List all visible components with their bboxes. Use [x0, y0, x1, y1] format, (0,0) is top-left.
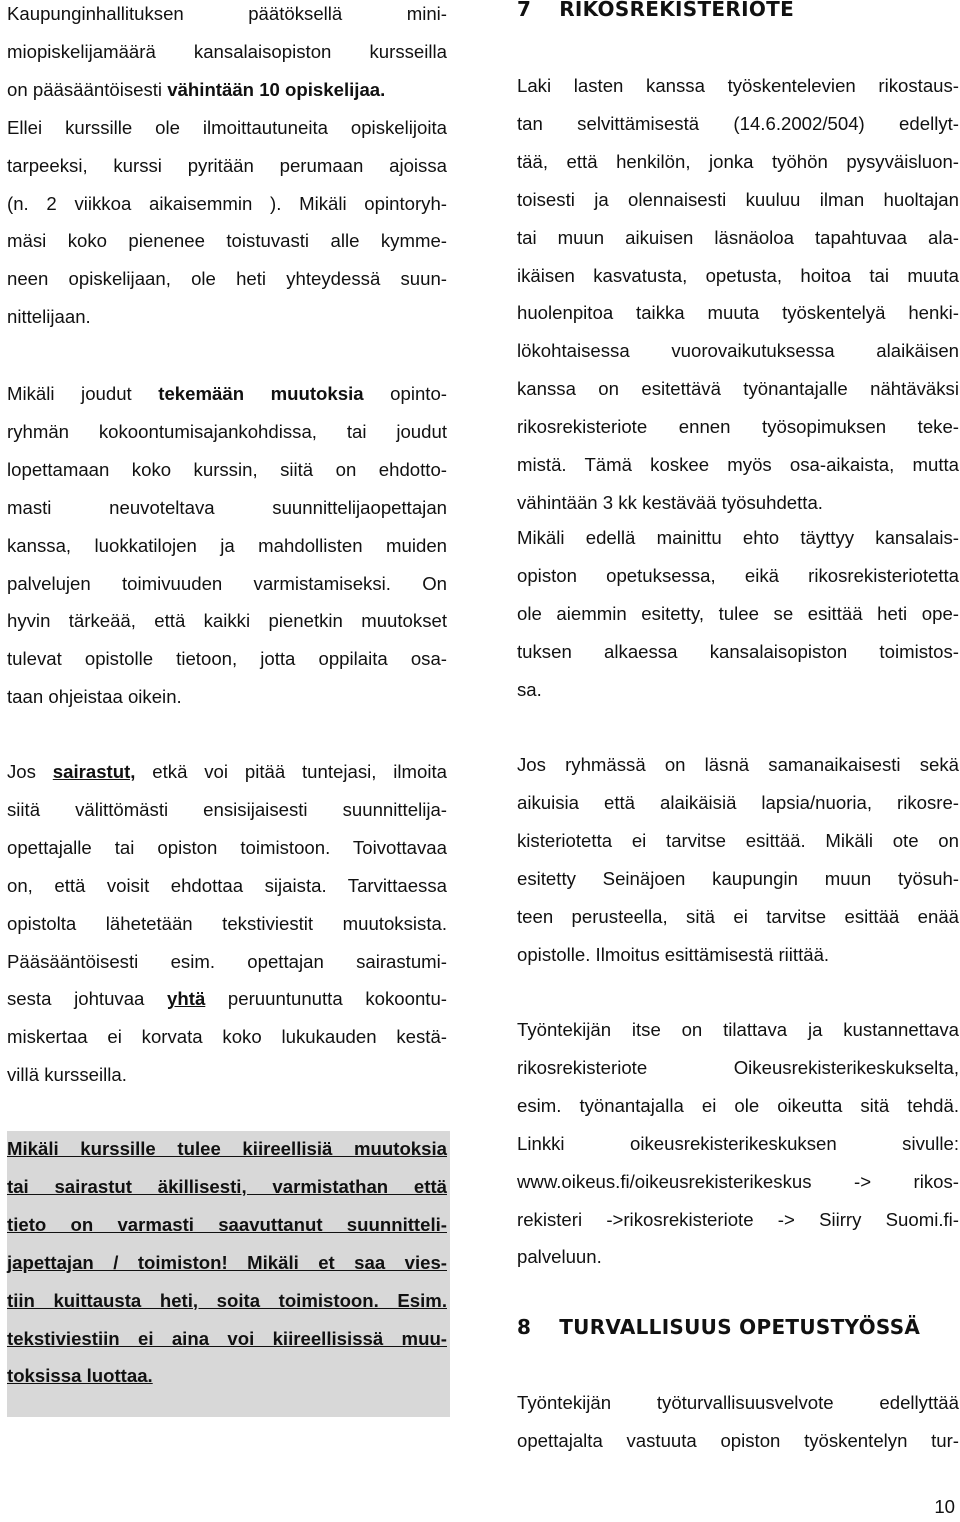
text-line: Kaupunginhallituksen päätöksellä mini- — [7, 3, 447, 24]
text-line: taan ohjeistaa oikein. — [7, 686, 182, 708]
text-line: opettajalle tai opiston toimistoon. Toivottavaa — [7, 836, 447, 858]
text-line: rikosrekisteriote ennen työsopimuksen teke- — [517, 416, 959, 438]
text-line: sa. — [517, 678, 542, 700]
text-line: rekisteri ->rikosrekisteriote -> Siirry Suomi.fi- — [517, 1208, 959, 1230]
text-line: hyvin tärkeää, että kaikki pienetkin muutokset — [7, 610, 447, 632]
text-line: tan selvittämisestä (14.6.2002/504) edellyt- — [517, 112, 959, 134]
paragraph-criminal-record-law — [517, 67, 959, 522]
text-line: Työntekijän työturvallisuusvelvote edellyttää — [517, 1392, 959, 1413]
text-line: lökohtaisessa vuorovaikutuksessa alaikäisen — [517, 340, 959, 362]
text-line: tulevat opistolle tietoon, jotta oppilaita osa- — [7, 648, 447, 670]
text-line: opettajalta vastuuta opiston työskentelyn tur- — [517, 1429, 959, 1451]
notice-line: tieto on varmasti saavuttanut suunnitteli- — [7, 1213, 447, 1235]
text-fragment: opinto- — [363, 383, 447, 404]
text-line: Laki lasten kanssa työskentelevien rikostaus- — [517, 75, 959, 96]
text-line — [7, 375, 447, 413]
text-line: (n. 2 viikkoa aikaisemmin ). Mikäli opintoryh- — [7, 192, 447, 214]
text-line: tarpeeksi, kurssi pyritään perumaan ajoissa — [7, 154, 447, 176]
section-title: RIKOSREKISTERIOTE — [559, 0, 795, 21]
bold-text-min-students: vähintään 10 opiskelijaa. — [167, 78, 386, 100]
text-line: palveluun. — [517, 1246, 602, 1268]
text-line: esitetty Seinäjoen kaupungin muun työsuh- — [517, 867, 959, 889]
notice-line: toksissa luottaa. — [7, 1365, 153, 1387]
paragraph-sickness — [7, 753, 447, 1094]
text-line: kisteriotetta ei tarvitse esittää. Mikäli ote on — [517, 829, 959, 851]
text-line: mäsi koko pienenee toistuvasti alle kymme- — [7, 230, 447, 252]
bold-underlined-text-sick: sairastut, — [52, 761, 136, 782]
section-number: 7 — [517, 0, 532, 21]
notice-line: Mikäli kurssille tulee kiireellisiä muutoksia — [7, 1138, 447, 1159]
text-line: toisesti ja olennaisesti kuuluu ilman huoltajan — [517, 188, 959, 210]
text-line: opistolle. Ilmoitus esittämisestä riittää. — [517, 943, 830, 965]
section-number: 8 — [517, 1315, 532, 1339]
section-title: TURVALLISUUS OPETUSTYÖSSÄ — [559, 1315, 921, 1339]
text-line: www.oikeus.fi/oikeusrekisterikeskus -> rikos- — [517, 1170, 959, 1192]
paragraph-changes — [7, 375, 447, 716]
text-line: miskertaa ei korvata koko lukukauden kestä- — [7, 1026, 447, 1048]
notice-line: tekstiviestiin ei aina voi kiireellisissä muu- — [7, 1327, 447, 1349]
text-fragment: on pääsääntöisesti — [7, 78, 168, 100]
text-line: tää, että henkilön, jonka työhön pysyväisluon- — [517, 150, 959, 172]
text-line: Linkki oikeusrekisterikeskuksen sivulle: — [517, 1132, 959, 1154]
text-fragment: etkä voi pitää tuntejasi, ilmoita — [135, 761, 447, 782]
page-number: 10 — [934, 1496, 955, 1517]
text-line: mistä. Tämä koskee myös osa-aikaista, mutta — [517, 454, 959, 476]
text-line: esim. työnantajalla ei ole oikeutta sitä tehdä. — [517, 1094, 959, 1116]
urgent-notice — [7, 1130, 447, 1395]
text-line: rikosrekisteriote Oikeusrekisterikeskukselta, — [517, 1056, 959, 1078]
paragraph-work-safety — [517, 1384, 959, 1460]
text-line — [7, 753, 447, 791]
text-line: Työntekijän itse on tilattava ja kustannettava — [517, 1019, 959, 1040]
notice-line: tai sairastut äkillisesti, varmistathan että — [7, 1175, 447, 1197]
text-line: teen perusteella, sitä ei tarvitse esittää enää — [517, 905, 959, 927]
text-line: Ellei kurssille ole ilmoittautuneita opiskelijoita — [7, 116, 447, 138]
text-line: opiston opetuksessa, eikä rikosrekisteriotetta — [517, 564, 959, 586]
text-line: ryhmän kokoontumisajankohdissa, tai joudut — [7, 420, 447, 442]
text-line: opistolta lähetetään tekstiviestit muutoksista. — [7, 912, 447, 934]
text-line: ikäisen kasvatusta, opetusta, hoitoa tai muuta — [517, 264, 959, 286]
text-line: masti neuvoteltava suunnittelijaopettajan — [7, 496, 447, 518]
text-line — [7, 71, 447, 109]
paragraph-minimum-students — [7, 0, 447, 336]
bold-text-changes: tekemään muutoksia — [158, 383, 364, 404]
text-line: neen opiskelijaan, ole heti yhteydessä suun- — [7, 268, 447, 290]
text-line: kanssa, luokkatilojen ja mahdollisten muiden — [7, 534, 447, 556]
text-line: Pääsääntöisesti esim. opettajan sairastumi- — [7, 950, 447, 972]
text-line — [7, 980, 447, 1018]
text-line: tuksen alkaessa kansalaisopiston toimistos- — [517, 640, 959, 662]
text-line: on, että voisit ehdottaa sijaista. Tarvittaessa — [7, 874, 447, 896]
text-line: vähintään 3 kk kestävää työsuhdetta. — [517, 491, 823, 513]
text-line: huolenpitoa taikka muuta työskentelyä henki- — [517, 302, 959, 324]
text-line: aikuisia että alaikäisiä lapsia/nuoria, rikosre- — [517, 791, 959, 813]
text-line: miopiskelijamäärä kansalaisopiston kursseilla — [7, 40, 447, 62]
text-fragment: sesta johtuvaa — [7, 988, 168, 1010]
notice-line: japettajan / toimiston! Mikäli et saa vies- — [7, 1251, 447, 1273]
paragraph-order-record — [517, 1011, 959, 1276]
text-line: Jos ryhmässä on läsnä samanaikaisesti sekä — [517, 754, 959, 775]
text-line: Mikäli edellä mainittu ehto täyttyy kansalais- — [517, 527, 959, 548]
text-line: palvelujen toimivuuden varmistamiseksi. On — [7, 572, 447, 594]
text-fragment: peruuntunutta kokoontu- — [205, 988, 447, 1010]
text-line: kanssa on esitettävä työnantajalle nähtäväksi — [517, 378, 959, 400]
text-line: nittelijaan. — [7, 306, 91, 328]
section-heading-7 — [517, 0, 794, 21]
notice-line: tiin kuittausta heti, soita toimistoon. Esim. — [7, 1289, 447, 1311]
text-fragment: Jos — [7, 761, 53, 782]
text-line: siitä välittömästi ensisijaisesti suunnittelija- — [7, 798, 447, 820]
text-line: ole aiemmin esitetty, tulee se esittää heti ope- — [517, 602, 959, 624]
text-fragment: Mikäli joudut — [7, 383, 159, 404]
text-line: tai muun aikuisen läsnäoloa tapahtuvaa ala- — [517, 226, 959, 248]
bold-underlined-text-one: yhtä — [167, 988, 206, 1010]
section-heading-8 — [517, 1315, 920, 1339]
text-line: lopettamaan koko kurssin, siitä on ehdotto- — [7, 458, 447, 480]
paragraph-mixed-group — [517, 746, 959, 973]
text-line: villä kursseilla. — [7, 1064, 127, 1086]
paragraph-criminal-record-condition — [517, 519, 959, 709]
